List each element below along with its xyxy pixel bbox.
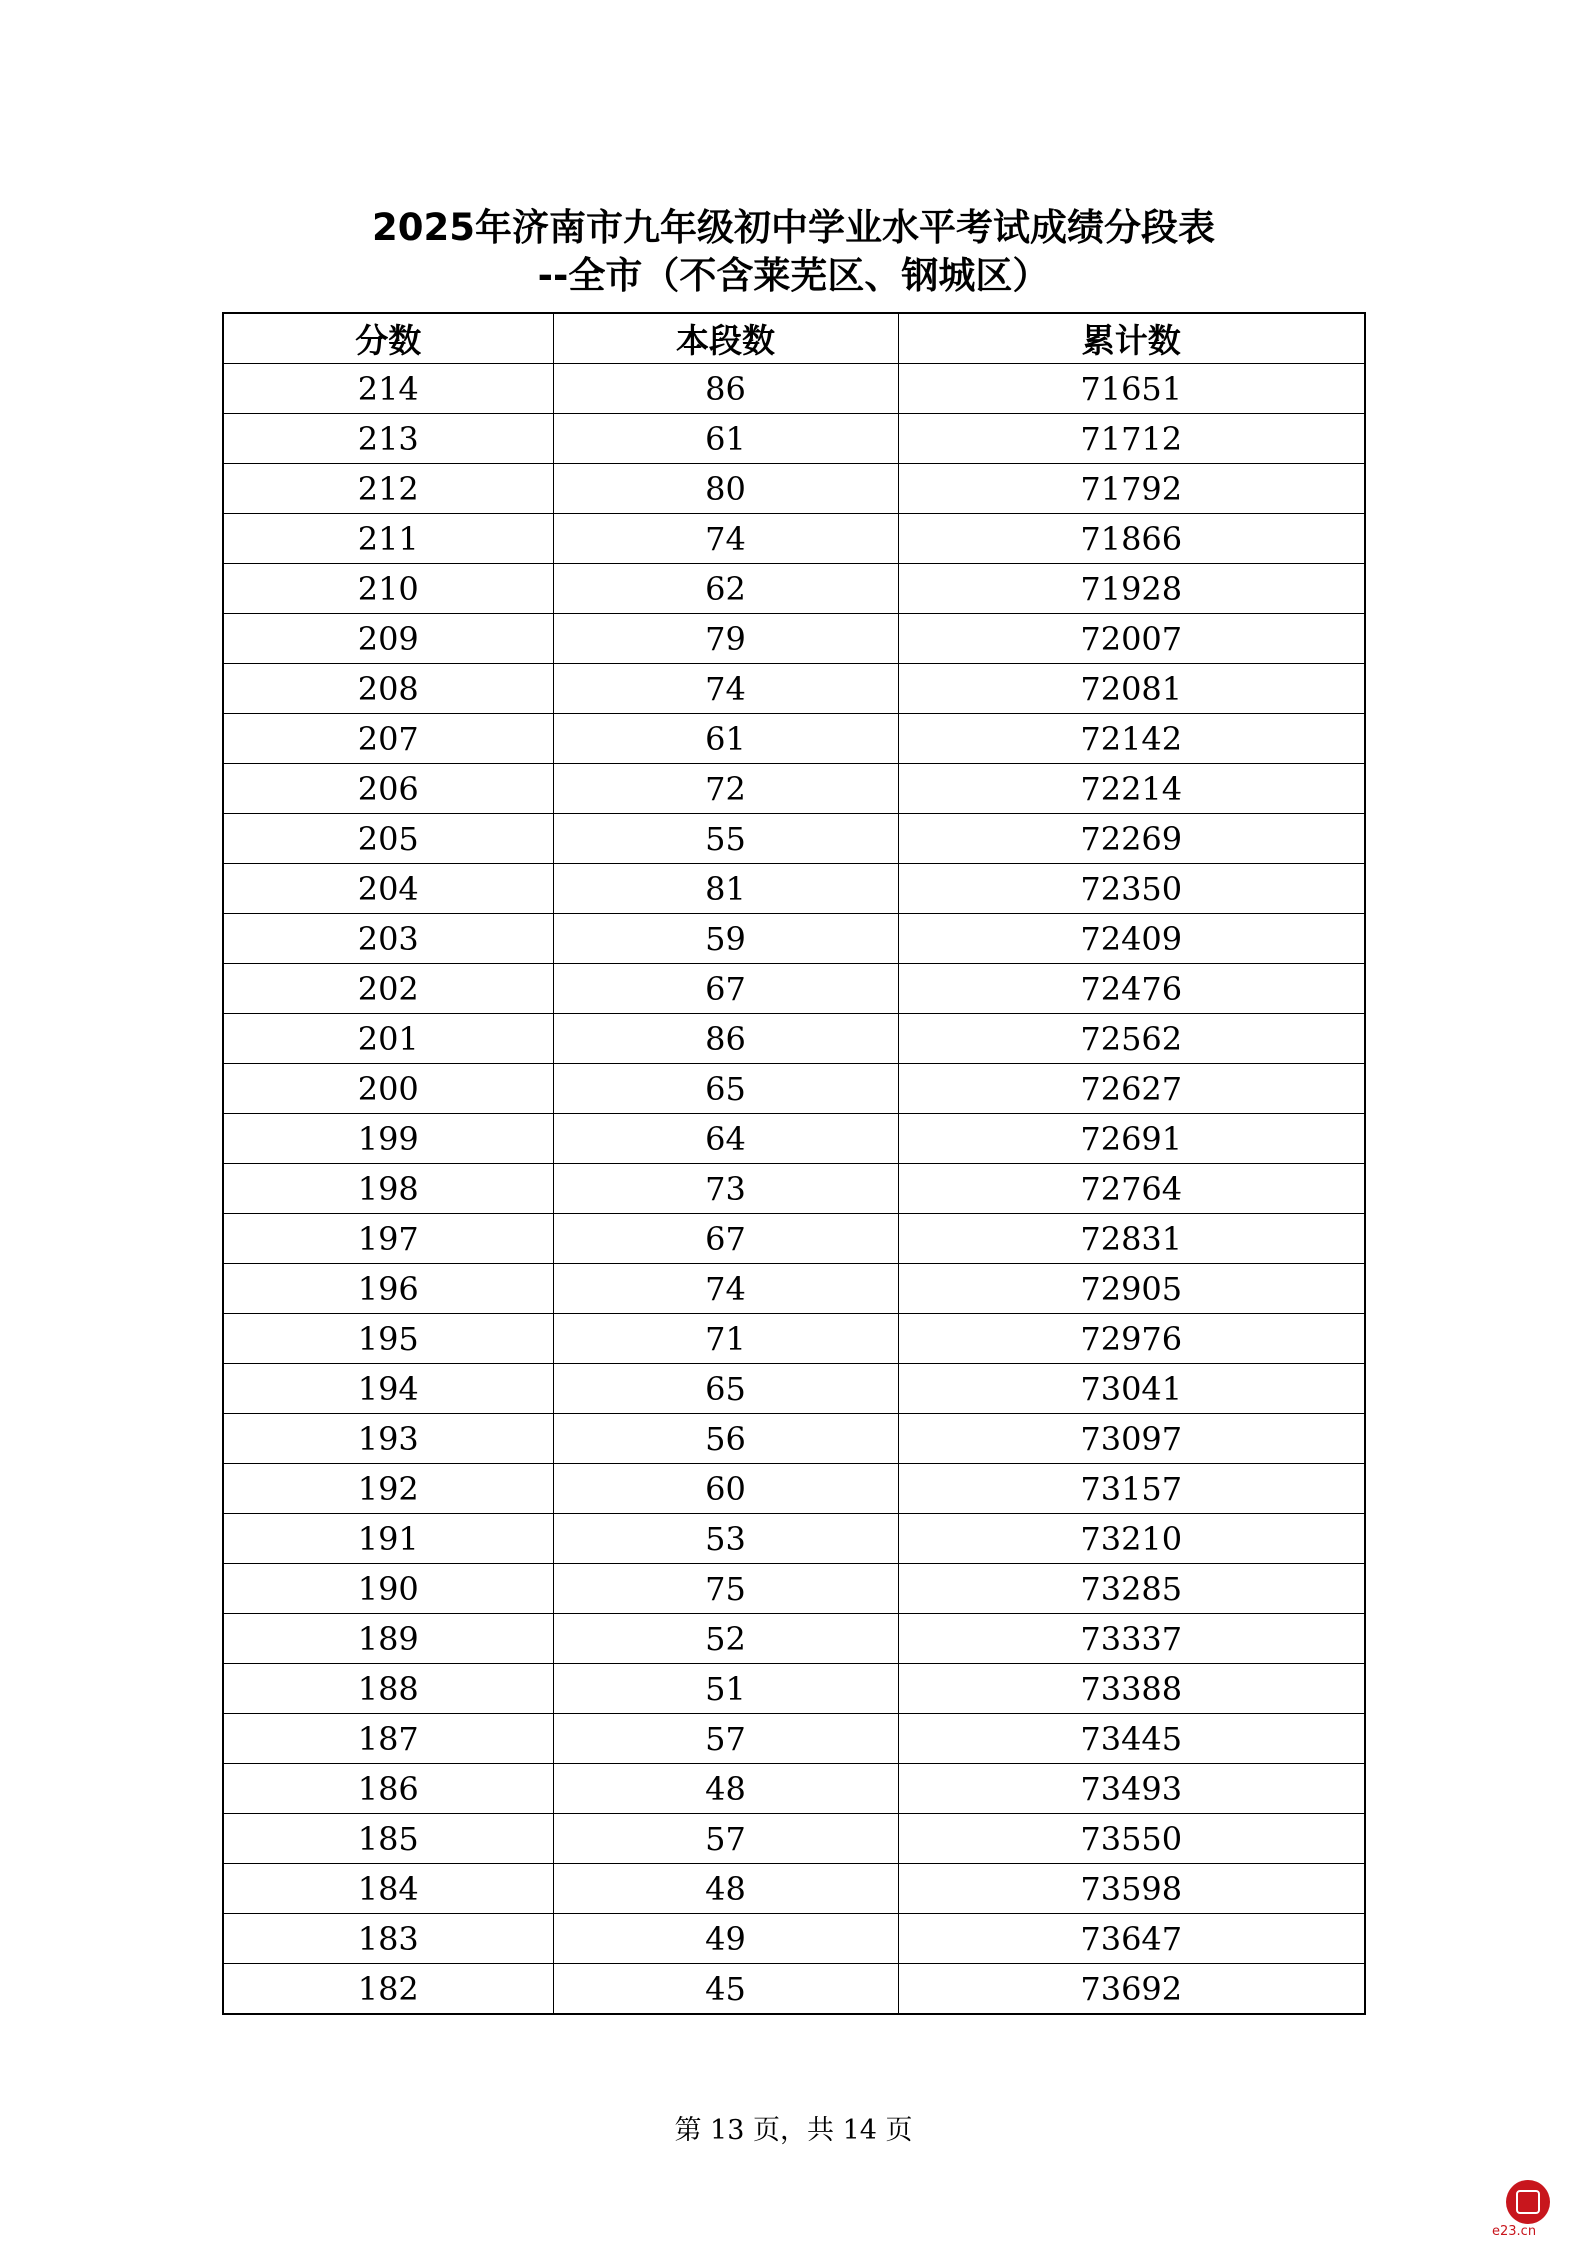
cell-segment-count: 71 <box>553 1314 898 1364</box>
cell-cumulative-count: 72627 <box>898 1064 1365 1114</box>
cell-segment-count: 72 <box>553 764 898 814</box>
table-row <box>223 1714 1365 1764</box>
document-subtitle: --全市（不含莱芜区、钢城区） <box>537 254 1050 297</box>
cell-cumulative-count: 73157 <box>898 1464 1365 1514</box>
cell-score: 205 <box>223 814 553 864</box>
table-row <box>223 1314 1365 1364</box>
cell-score: 193 <box>223 1414 553 1464</box>
cell-segment-count: 81 <box>553 864 898 914</box>
header-score: 分数 <box>223 313 553 364</box>
cell-score: 200 <box>223 1064 553 1114</box>
table-row <box>223 964 1365 1014</box>
cell-score: 206 <box>223 764 553 814</box>
cell-score: 208 <box>223 664 553 714</box>
cell-cumulative-count: 72007 <box>898 614 1365 664</box>
table-row <box>223 1514 1365 1564</box>
table-row <box>223 1114 1365 1164</box>
cell-score: 182 <box>223 1964 553 2015</box>
cell-cumulative-count: 72269 <box>898 814 1365 864</box>
score-distribution-table <box>222 312 1366 2015</box>
table-row <box>223 1014 1365 1064</box>
cell-cumulative-count: 73388 <box>898 1664 1365 1714</box>
table-row <box>223 514 1365 564</box>
header-cumulative-count: 累计数 <box>898 313 1365 364</box>
cell-score: 210 <box>223 564 553 614</box>
cell-cumulative-count: 73493 <box>898 1764 1365 1814</box>
cell-segment-count: 74 <box>553 514 898 564</box>
cell-score: 209 <box>223 614 553 664</box>
cell-cumulative-count: 72905 <box>898 1264 1365 1314</box>
table-row <box>223 1914 1365 1964</box>
table-row <box>223 1214 1365 1264</box>
cell-cumulative-count: 72764 <box>898 1164 1365 1214</box>
table-row <box>223 614 1365 664</box>
cell-score: 187 <box>223 1714 553 1764</box>
cell-segment-count: 79 <box>553 614 898 664</box>
table-row <box>223 814 1365 864</box>
cell-cumulative-count: 73041 <box>898 1364 1365 1414</box>
cell-segment-count: 45 <box>553 1964 898 2015</box>
cell-segment-count: 80 <box>553 464 898 514</box>
cell-score: 207 <box>223 714 553 764</box>
cell-cumulative-count: 71792 <box>898 464 1365 514</box>
cell-cumulative-count: 71712 <box>898 414 1365 464</box>
cell-segment-count: 75 <box>553 1564 898 1614</box>
cell-segment-count: 61 <box>553 414 898 464</box>
page-footer: 第 13 页，共 14 页 <box>674 2115 913 2146</box>
cell-segment-count: 67 <box>553 1214 898 1264</box>
table-row <box>223 864 1365 914</box>
cell-score: 194 <box>223 1364 553 1414</box>
cell-segment-count: 53 <box>553 1514 898 1564</box>
cell-segment-count: 73 <box>553 1164 898 1214</box>
cell-segment-count: 55 <box>553 814 898 864</box>
cell-score: 189 <box>223 1614 553 1664</box>
cell-segment-count: 65 <box>553 1364 898 1414</box>
cell-segment-count: 74 <box>553 664 898 714</box>
cell-cumulative-count: 73445 <box>898 1714 1365 1764</box>
cell-cumulative-count: 73692 <box>898 1964 1365 2015</box>
cell-segment-count: 57 <box>553 1714 898 1764</box>
logo-text: e23.cn <box>1492 2224 1537 2239</box>
cell-cumulative-count: 72476 <box>898 964 1365 1014</box>
cell-segment-count: 49 <box>553 1914 898 1964</box>
table-row <box>223 1664 1365 1714</box>
cell-segment-count: 86 <box>553 1014 898 1064</box>
cell-segment-count: 74 <box>553 1264 898 1314</box>
cell-segment-count: 51 <box>553 1664 898 1714</box>
cell-segment-count: 60 <box>553 1464 898 1514</box>
cell-score: 195 <box>223 1314 553 1364</box>
cell-cumulative-count: 73097 <box>898 1414 1365 1464</box>
cell-cumulative-count: 72976 <box>898 1314 1365 1364</box>
cell-score: 183 <box>223 1914 553 1964</box>
cell-score: 188 <box>223 1664 553 1714</box>
table-row <box>223 1264 1365 1314</box>
table-row <box>223 1764 1365 1814</box>
cell-cumulative-count: 73210 <box>898 1514 1365 1564</box>
cell-cumulative-count: 72691 <box>898 1114 1365 1164</box>
cell-cumulative-count: 72562 <box>898 1014 1365 1064</box>
cell-segment-count: 48 <box>553 1764 898 1814</box>
cell-cumulative-count: 71866 <box>898 514 1365 564</box>
table-row <box>223 914 1365 964</box>
table-row <box>223 414 1365 464</box>
cell-cumulative-count: 73598 <box>898 1864 1365 1914</box>
table-row <box>223 714 1365 764</box>
cell-segment-count: 62 <box>553 564 898 614</box>
table-row <box>223 1464 1365 1514</box>
cell-segment-count: 56 <box>553 1414 898 1464</box>
cell-score: 203 <box>223 914 553 964</box>
document-title: 2025年济南市九年级初中学业水平考试成绩分段表 <box>372 206 1215 249</box>
cell-score: 192 <box>223 1464 553 1514</box>
cell-cumulative-count: 73337 <box>898 1614 1365 1664</box>
cell-score: 211 <box>223 514 553 564</box>
cell-cumulative-count: 72214 <box>898 764 1365 814</box>
cell-score: 185 <box>223 1814 553 1864</box>
cell-cumulative-count: 71928 <box>898 564 1365 614</box>
cell-cumulative-count: 73285 <box>898 1564 1365 1614</box>
cell-segment-count: 61 <box>553 714 898 764</box>
cell-score: 197 <box>223 1214 553 1264</box>
table-header-row <box>223 313 1365 364</box>
table-row <box>223 1964 1365 2015</box>
table-row <box>223 1164 1365 1214</box>
cell-score: 184 <box>223 1864 553 1914</box>
cell-score: 196 <box>223 1264 553 1314</box>
table-body <box>223 364 1365 2015</box>
cell-score: 190 <box>223 1564 553 1614</box>
cell-score: 204 <box>223 864 553 914</box>
cell-segment-count: 65 <box>553 1064 898 1114</box>
cell-cumulative-count: 73550 <box>898 1814 1365 1864</box>
logo-seal-icon <box>1506 2180 1550 2224</box>
table-row <box>223 1564 1365 1614</box>
cell-segment-count: 59 <box>553 914 898 964</box>
table-row <box>223 464 1365 514</box>
cell-cumulative-count: 71651 <box>898 364 1365 414</box>
table-row <box>223 1064 1365 1114</box>
cell-cumulative-count: 72081 <box>898 664 1365 714</box>
cell-segment-count: 48 <box>553 1864 898 1914</box>
cell-cumulative-count: 72831 <box>898 1214 1365 1264</box>
cell-segment-count: 52 <box>553 1614 898 1664</box>
table-row <box>223 364 1365 414</box>
cell-score: 213 <box>223 414 553 464</box>
cell-score: 199 <box>223 1114 553 1164</box>
table-row <box>223 764 1365 814</box>
table-row <box>223 1414 1365 1464</box>
cell-segment-count: 64 <box>553 1114 898 1164</box>
cell-segment-count: 67 <box>553 964 898 1014</box>
cell-cumulative-count: 72350 <box>898 864 1365 914</box>
watermark-logo <box>1486 2180 1566 2240</box>
table-row <box>223 1814 1365 1864</box>
cell-score: 214 <box>223 364 553 414</box>
header-segment-count: 本段数 <box>553 313 898 364</box>
cell-segment-count: 57 <box>553 1814 898 1864</box>
table-row <box>223 664 1365 714</box>
cell-segment-count: 86 <box>553 364 898 414</box>
cell-score: 212 <box>223 464 553 514</box>
cell-score: 191 <box>223 1514 553 1564</box>
table-row <box>223 564 1365 614</box>
cell-score: 202 <box>223 964 553 1014</box>
cell-cumulative-count: 72142 <box>898 714 1365 764</box>
table-row <box>223 1864 1365 1914</box>
cell-score: 201 <box>223 1014 553 1064</box>
cell-score: 198 <box>223 1164 553 1214</box>
table-row <box>223 1364 1365 1414</box>
cell-score: 186 <box>223 1764 553 1814</box>
cell-cumulative-count: 72409 <box>898 914 1365 964</box>
cell-cumulative-count: 73647 <box>898 1914 1365 1964</box>
table-row <box>223 1614 1365 1664</box>
